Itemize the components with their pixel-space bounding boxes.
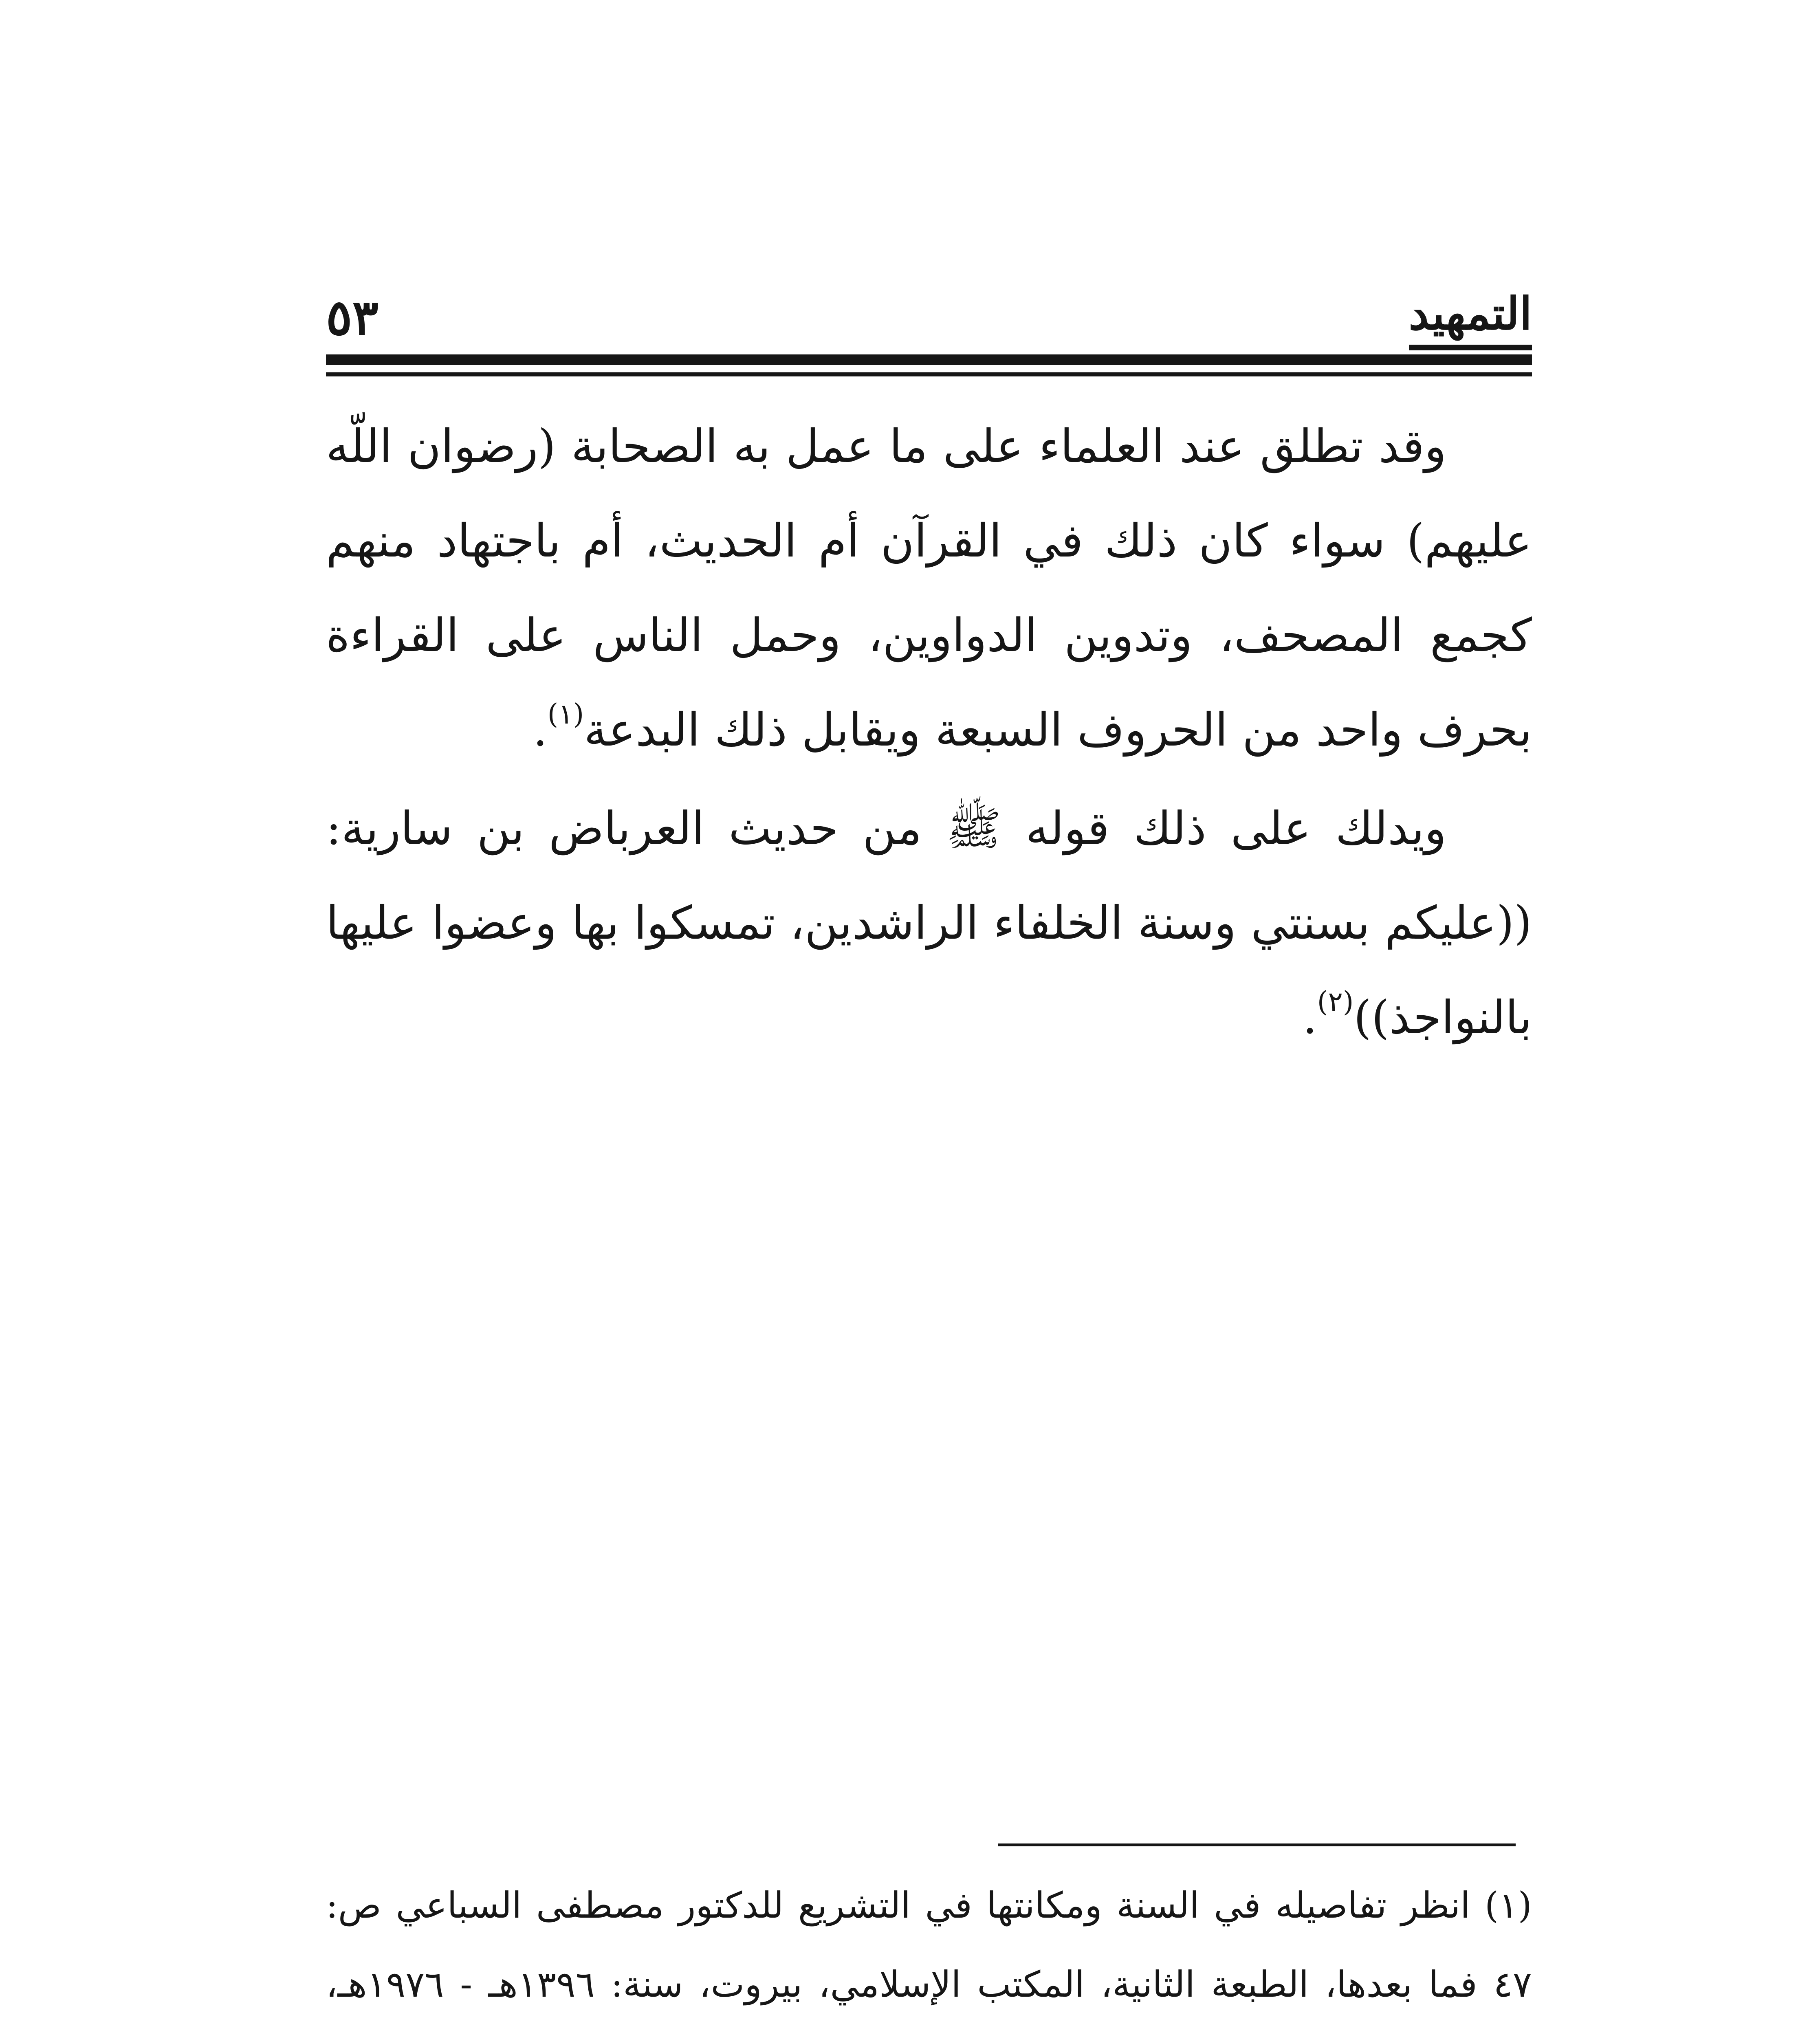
paragraph-text: وقد تطلق عند العلماء على ما عمل به الصحابة (رضوان اللّه عليهم) سواء كان ذلك في القرآن أم الحديث، أم باجتهاد منهم كجمع المصحف، وتدوين الدواوين، وحمل الناس على القراءة بحرف واحد من الحروف السبعة ويقابل ذلك البدعة [326, 420, 1532, 757]
footnote-ref: (١) [547, 698, 584, 730]
header-rule-thick [326, 354, 1532, 365]
footnote: (١) انظر تفاصيله في السنة ومكانتها في التشريع للدكتور مصطفى السباعي ص: ٤٧ فما بعدها، الطبعة الثانية، المكتب الإسلامي، بيروت، سنة: ١٣٩٦هـ - ١٩٧٦هـ، [326, 1884, 1532, 2005]
footnote-ref: (٢) [1317, 986, 1354, 1018]
running-header [326, 285, 1532, 391]
page-number: ٥٣ [326, 289, 379, 346]
paragraph-end: . [1303, 991, 1317, 1044]
header-rule-thin [326, 372, 1532, 376]
footnote-separator [998, 1843, 1516, 1846]
paragraph [326, 399, 1532, 777]
paragraph [326, 781, 1532, 1065]
body-text [326, 399, 1532, 1065]
paragraph-text: ويدلك على ذلك قوله ﷺ من حديث العرباض بن سارية: ((عليكم بسنتي وسنة الخلفاء الراشدين، تمسكوا بها وعضوا عليها بالنواجذ)) [326, 802, 1532, 1044]
footnotes [326, 1866, 1532, 2037]
chapter-title: التمهيد [1409, 285, 1532, 350]
paragraph-end: . [533, 704, 548, 757]
